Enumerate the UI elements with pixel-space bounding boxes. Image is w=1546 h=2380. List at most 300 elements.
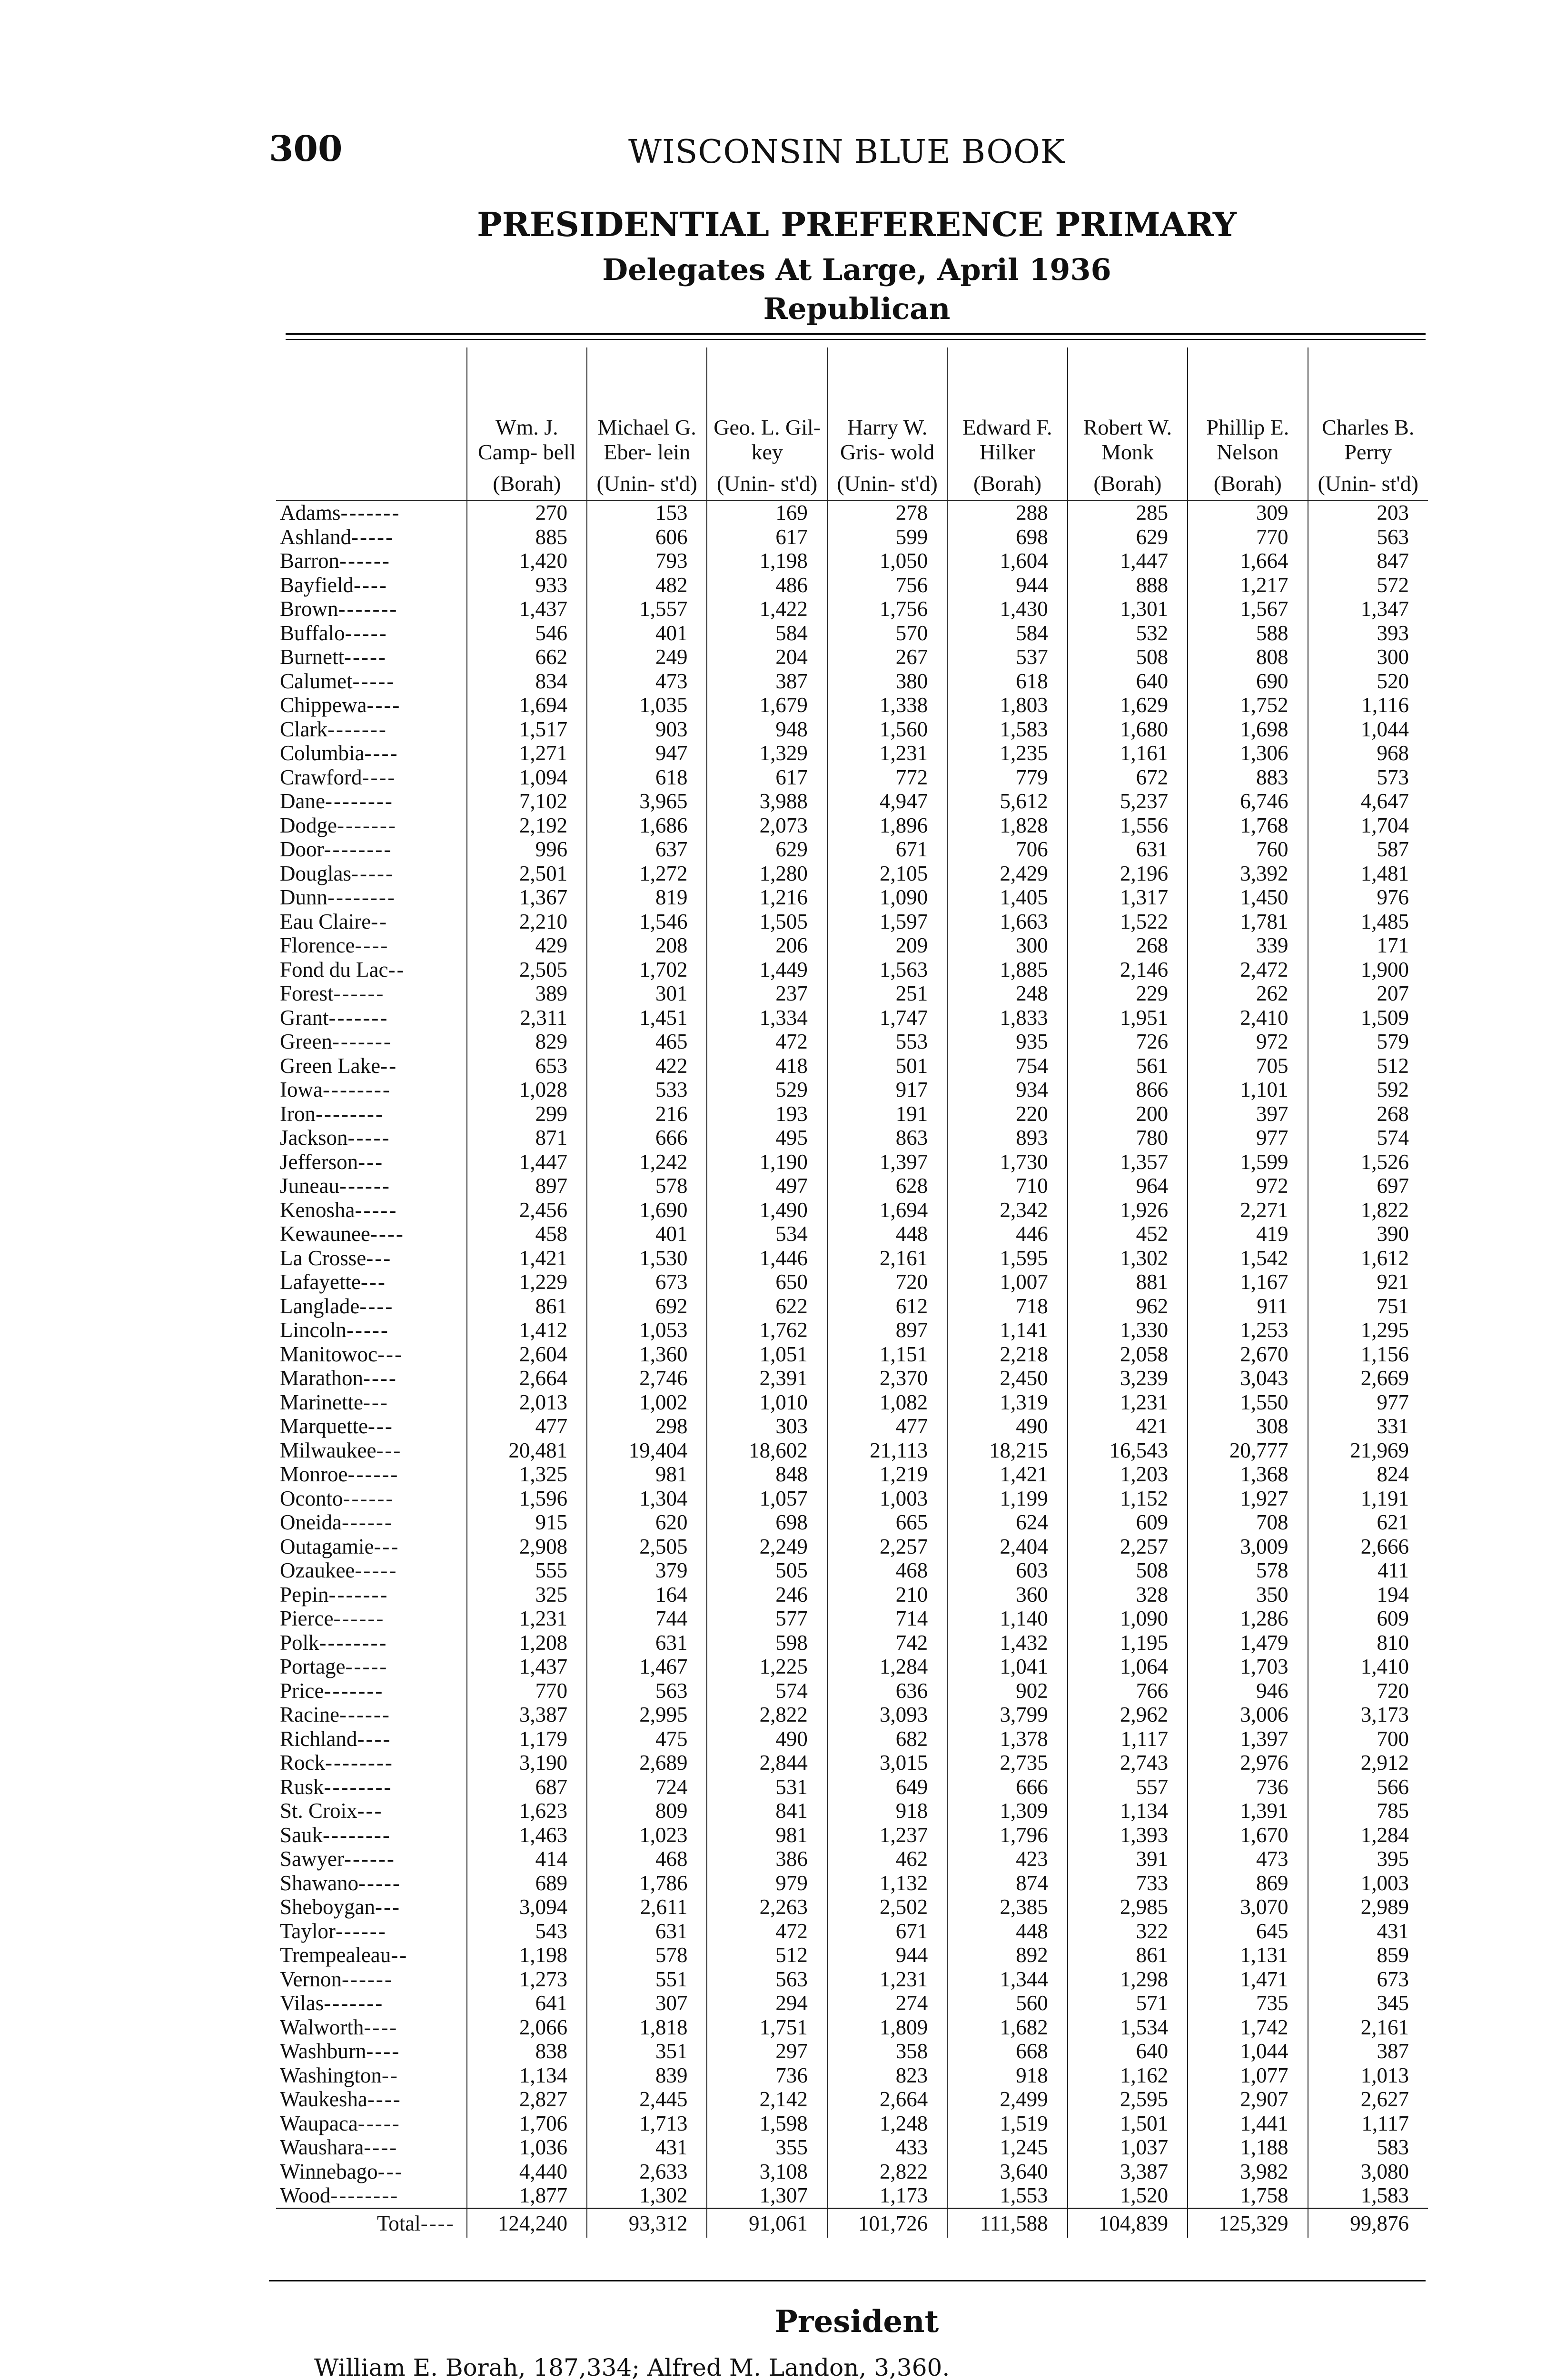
vote-cell: 1,509 (1308, 1006, 1428, 1030)
county-name (276, 1462, 467, 1487)
vote-cell: 1,599 (1188, 1150, 1308, 1174)
vote-cell: 744 (587, 1606, 707, 1631)
vote-cell: 3,239 (1068, 1366, 1188, 1390)
vote-cell: 3,190 (467, 1751, 587, 1775)
vote-cell: 465 (587, 1030, 707, 1054)
table-row (276, 2112, 1428, 2136)
vote-cell: 1,405 (947, 885, 1067, 910)
vote-cell: 861 (1068, 1943, 1188, 1967)
county-name (276, 1102, 467, 1126)
dot-leader: -------- (324, 1775, 393, 1799)
vote-cell: 448 (827, 1222, 947, 1246)
county-label: Ozaukee (280, 1558, 355, 1583)
table-row (276, 741, 1428, 765)
vote-cell: 863 (827, 1126, 947, 1150)
vote-cell: 609 (1068, 1510, 1188, 1535)
county-label: Waupaca (280, 2111, 358, 2135)
vote-cell: 1,422 (707, 597, 827, 621)
county-name (276, 693, 467, 717)
vote-cell: 2,505 (467, 958, 587, 982)
vote-cell: 1,441 (1188, 2112, 1308, 2136)
vote-cell: 1,013 (1308, 2063, 1428, 2088)
vote-cell: 897 (467, 1174, 587, 1198)
vote-cell: 736 (1188, 1775, 1308, 1799)
table-row (276, 549, 1428, 573)
vote-cell: 1,501 (1068, 2112, 1188, 2136)
vote-cell: 1,208 (467, 1631, 587, 1655)
vote-cell: 1,557 (587, 597, 707, 621)
vote-cell: 512 (707, 1943, 827, 1967)
vote-cell: 508 (1068, 1558, 1188, 1583)
vote-cell: 386 (707, 1847, 827, 1871)
dot-leader: -------- (319, 1630, 388, 1655)
total-cell: 101,726 (827, 2208, 947, 2238)
vote-cell: 760 (1188, 837, 1308, 862)
vote-cell: 358 (827, 2039, 947, 2063)
county-name (276, 1414, 467, 1438)
dot-leader: -------- (322, 1078, 391, 1102)
vote-cell: 1,670 (1188, 1823, 1308, 1847)
vote-cell: 874 (947, 1871, 1067, 1895)
vote-cell: 355 (707, 2135, 827, 2160)
vote-cell: 1,546 (587, 910, 707, 934)
vote-cell: 649 (827, 1775, 947, 1799)
county-label: Manitowoc (280, 1342, 377, 1366)
vote-cell: 490 (947, 1414, 1067, 1438)
vote-cell: 561 (1068, 1054, 1188, 1078)
vote-cell: 2,844 (707, 1751, 827, 1775)
vote-cell: 2,827 (467, 2087, 587, 2112)
vote-cell: 1,391 (1188, 1799, 1308, 1823)
dot-leader: ------- (324, 1991, 384, 2015)
vote-cell: 869 (1188, 1871, 1308, 1895)
president-results: William E. Borah, 187,334; Alfred M. Landon, 3,360. (314, 2354, 950, 2380)
vote-cell: 1,664 (1188, 549, 1308, 573)
vote-cell: 583 (1308, 2135, 1428, 2160)
vote-cell: 2,611 (587, 1895, 707, 1919)
vote-cell: 193 (707, 1102, 827, 1126)
vote-cell: 322 (1068, 1919, 1188, 1944)
vote-cell: 578 (587, 1943, 707, 1967)
vote-cell: 1,597 (827, 910, 947, 934)
table-row (276, 1967, 1428, 1992)
county-label: St. Croix (280, 1799, 357, 1823)
vote-cell: 472 (707, 1919, 827, 1944)
vote-cell: 629 (707, 837, 827, 862)
vote-cell: 2,257 (827, 1535, 947, 1559)
vote-cell: 448 (947, 1919, 1067, 1944)
candidate-affiliation: (Borah) (493, 471, 561, 496)
vote-cell: 1,329 (707, 741, 827, 765)
county-name (276, 2063, 467, 2088)
vote-cell: 935 (947, 1030, 1067, 1054)
vote-cell: 563 (1308, 525, 1428, 549)
vote-cell: 981 (707, 1823, 827, 1847)
vote-cell: 3,173 (1308, 1703, 1428, 1727)
vote-cell: 200 (1068, 1102, 1188, 1126)
county-name (276, 1943, 467, 1967)
county-label: Portage (280, 1655, 346, 1679)
county-name (276, 573, 467, 597)
vote-cell: 636 (827, 1679, 947, 1703)
vote-cell: 2,664 (827, 2087, 947, 2112)
vote-cell: 584 (707, 621, 827, 645)
vote-cell: 708 (1188, 1510, 1308, 1535)
county-name (276, 2112, 467, 2136)
vote-cell: 2,218 (947, 1342, 1067, 1367)
table-row (276, 2087, 1428, 2112)
county-label: Dodge (280, 813, 337, 837)
vote-cell: 207 (1308, 982, 1428, 1006)
vote-cell: 1,485 (1308, 910, 1428, 934)
vote-cell: 1,534 (1068, 2015, 1188, 2040)
vote-cell: 1,896 (827, 813, 947, 838)
vote-cell: 720 (1308, 1679, 1428, 1703)
vote-cell: 1,751 (707, 2015, 827, 2040)
vote-cell: 300 (947, 933, 1067, 958)
table-row (276, 1487, 1428, 1511)
dot-leader: -- (381, 2063, 399, 2087)
table-row (276, 813, 1428, 838)
vote-cell: 1,809 (827, 2015, 947, 2040)
dot-leader: ------- (327, 717, 387, 741)
vote-cell: 1,397 (827, 1150, 947, 1174)
dot-leader: -------- (324, 837, 393, 862)
vote-cell: 588 (1188, 621, 1308, 645)
vote-cell: 1,325 (467, 1462, 587, 1487)
vote-cell: 3,799 (947, 1703, 1067, 1727)
county-label: Green Lake (280, 1053, 381, 1078)
vote-cell: 563 (707, 1967, 827, 1992)
vote-cell: 981 (587, 1462, 707, 1487)
county-label: Dane (280, 789, 325, 813)
table-row (276, 1246, 1428, 1270)
vote-cell: 641 (467, 1991, 587, 2015)
county-name (276, 1342, 467, 1367)
vote-cell: 1,522 (1068, 910, 1188, 934)
county-label: Monroe (280, 1462, 348, 1487)
county-label: Adams (280, 501, 341, 525)
county-name (276, 1631, 467, 1655)
vote-cell: 785 (1308, 1799, 1428, 1823)
vote-cell: 1,556 (1068, 813, 1188, 838)
dot-leader: --- (366, 1246, 392, 1270)
vote-cell: 861 (467, 1294, 587, 1319)
vote-cell: 468 (587, 1847, 707, 1871)
county-label: Dunn (280, 885, 327, 910)
vote-cell: 964 (1068, 1174, 1188, 1198)
vote-cell: 892 (947, 1943, 1067, 1967)
vote-cell: 20,777 (1188, 1438, 1308, 1463)
vote-cell: 1,317 (1068, 885, 1188, 910)
county-label: Vilas (280, 1991, 324, 2015)
vote-cell: 1,596 (467, 1487, 587, 1511)
vote-cell: 1,219 (827, 1462, 947, 1487)
vote-cell: 452 (1068, 1222, 1188, 1246)
dot-leader: -------- (315, 1101, 384, 1126)
table-row (276, 1727, 1428, 1751)
vote-cell: 248 (947, 982, 1067, 1006)
table-row (276, 933, 1428, 958)
vote-cell: 560 (947, 1991, 1067, 2015)
county-name (276, 765, 467, 790)
table-row (276, 1535, 1428, 1559)
vote-cell: 780 (1068, 1126, 1188, 1150)
vote-cell: 1,698 (1188, 717, 1308, 742)
vote-cell: 570 (827, 621, 947, 645)
vote-cell: 566 (1308, 1775, 1428, 1799)
vote-cell: 2,501 (467, 862, 587, 886)
dot-leader: ------ (335, 1919, 387, 1943)
table-row (276, 1655, 1428, 1679)
dot-leader: ------- (337, 813, 397, 837)
vote-cell: 621 (1308, 1510, 1428, 1535)
vote-cell: 2,370 (827, 1366, 947, 1390)
table-row (276, 885, 1428, 910)
vote-cell: 1,818 (587, 2015, 707, 2040)
vote-cell: 1,173 (827, 2183, 947, 2208)
vote-cell: 1,307 (707, 2183, 827, 2208)
results-table (276, 347, 1428, 2238)
dot-leader: ---- (370, 1222, 405, 1246)
dot-leader: ------- (328, 1005, 389, 1030)
dot-leader: ----- (357, 2111, 401, 2135)
county-name (276, 789, 467, 813)
vote-cell: 710 (947, 1174, 1067, 1198)
vote-cell: 2,633 (587, 2160, 707, 2184)
vote-cell: 2,066 (467, 2015, 587, 2040)
vote-cell: 5,612 (947, 789, 1067, 813)
table-row (276, 1150, 1428, 1174)
vote-cell: 2,263 (707, 1895, 827, 1919)
vote-cell: 3,982 (1188, 2160, 1308, 2184)
vote-cell: 1,162 (1068, 2063, 1188, 2088)
vote-cell: 653 (467, 1054, 587, 1078)
vote-cell: 2,257 (1068, 1535, 1188, 1559)
dot-leader: ---- (364, 2015, 398, 2039)
vote-cell: 1,437 (467, 597, 587, 621)
vote-cell: 2,502 (827, 1895, 947, 1919)
vote-cell: 1,768 (1188, 813, 1308, 838)
county-name (276, 1510, 467, 1535)
vote-cell: 339 (1188, 933, 1308, 958)
vote-cell: 671 (827, 1919, 947, 1944)
dot-leader: ---- (363, 1366, 397, 1390)
county-name (276, 1366, 467, 1390)
vote-cell: 697 (1308, 1174, 1428, 1198)
dot-leader: ---- (353, 573, 388, 597)
total-label (276, 2208, 467, 2238)
dot-leader: -- (391, 1943, 408, 1967)
vote-cell: 2,669 (1308, 1366, 1428, 1390)
dot-leader: ---- (362, 765, 396, 789)
dot-leader: ----- (344, 645, 387, 669)
candidate-name: Robert W. Monk (1083, 415, 1172, 464)
vote-cell: 1,447 (467, 1150, 587, 1174)
vote-cell: 2,962 (1068, 1703, 1188, 1727)
vote-cell: 395 (1308, 1847, 1428, 1871)
table-row (276, 1991, 1428, 2015)
vote-cell: 698 (707, 1510, 827, 1535)
table-row (276, 1030, 1428, 1054)
table-row (276, 693, 1428, 717)
vote-cell: 665 (827, 1510, 947, 1535)
vote-cell: 2,689 (587, 1751, 707, 1775)
table-row (276, 2160, 1428, 2184)
vote-cell: 220 (947, 1102, 1067, 1126)
vote-cell: 823 (827, 2063, 947, 2088)
vote-cell: 944 (947, 573, 1067, 597)
table-row (276, 1606, 1428, 1631)
county-label: Sheboygan (280, 1895, 375, 1919)
vote-cell: 18,215 (947, 1438, 1067, 1463)
total-cell: 124,240 (467, 2208, 587, 2238)
vote-cell: 1,347 (1308, 597, 1428, 621)
vote-cell: 1,028 (467, 1078, 587, 1102)
vote-cell: 2,249 (707, 1535, 827, 1559)
vote-cell: 1,612 (1308, 1246, 1428, 1270)
vote-cell: 1,338 (827, 693, 947, 717)
vote-cell: 1,140 (947, 1606, 1067, 1631)
vote-cell: 1,304 (587, 1487, 707, 1511)
vote-cell: 903 (587, 717, 707, 742)
vote-cell: 692 (587, 1294, 707, 1319)
dot-leader: ------ (344, 1847, 396, 1871)
county-label: Racine (280, 1703, 339, 1727)
vote-cell: 1,450 (1188, 885, 1308, 910)
vote-cell: 618 (947, 669, 1067, 694)
county-name (276, 837, 467, 862)
vote-cell: 624 (947, 1510, 1067, 1535)
vote-cell: 1,161 (1068, 741, 1188, 765)
vote-cell: 1,446 (707, 1246, 827, 1270)
vote-cell: 609 (1308, 1606, 1428, 1631)
county-label: Oneida (280, 1510, 342, 1535)
dot-leader: ------- (328, 1582, 389, 1606)
county-name (276, 1174, 467, 1198)
county-label: Sawyer (280, 1847, 344, 1871)
vote-cell: 2,666 (1308, 1535, 1428, 1559)
vote-cell: 673 (587, 1270, 707, 1294)
vote-cell: 1,595 (947, 1246, 1067, 1270)
vote-cell: 690 (1188, 669, 1308, 694)
vote-cell: 918 (827, 1799, 947, 1823)
table-row (276, 1703, 1428, 1727)
dot-leader: ---- (359, 1294, 394, 1318)
vote-cell: 944 (827, 1943, 947, 1967)
vote-cell: 735 (1188, 1991, 1308, 2015)
table-row (276, 1006, 1428, 1030)
vote-cell: 682 (827, 1727, 947, 1751)
vote-cell: 4,647 (1308, 789, 1428, 813)
table-row (276, 1823, 1428, 1847)
vote-cell: 387 (1308, 2039, 1428, 2063)
vote-cell: 328 (1068, 1583, 1188, 1607)
table-row (276, 2015, 1428, 2040)
vote-cell: 251 (827, 982, 947, 1006)
dot-leader: ------- (340, 501, 401, 525)
vote-cell: 888 (1068, 573, 1188, 597)
vote-cell: 1,057 (707, 1487, 827, 1511)
vote-cell: 1,471 (1188, 1967, 1308, 1992)
county-label: Door (280, 837, 324, 862)
county-label: Outagamie (280, 1534, 374, 1558)
total-cell: 93,312 (587, 2208, 707, 2238)
vote-cell: 3,080 (1308, 2160, 1428, 2184)
vote-cell: 391 (1068, 1847, 1188, 1871)
vote-cell: 2,385 (947, 1895, 1067, 1919)
vote-cell: 977 (1308, 1390, 1428, 1415)
table-row (276, 1054, 1428, 1078)
vote-cell: 1,360 (587, 1342, 707, 1367)
county-name (276, 1030, 467, 1054)
table-row (276, 669, 1428, 694)
vote-cell: 573 (1308, 765, 1428, 790)
vote-cell: 1,271 (467, 741, 587, 765)
total-cell: 91,061 (707, 2208, 827, 2238)
county-label: Douglas (280, 861, 351, 885)
vote-cell: 637 (587, 837, 707, 862)
vote-cell: 612 (827, 1294, 947, 1319)
vote-cell: 1,762 (707, 1318, 827, 1342)
vote-cell: 1,690 (587, 1198, 707, 1222)
vote-cell: 629 (1068, 525, 1188, 549)
candidate-name: Michael G. Eber- lein (597, 415, 696, 464)
vote-cell: 3,070 (1188, 1895, 1308, 1919)
vote-cell: 934 (947, 1078, 1067, 1102)
vote-cell: 1,156 (1308, 1342, 1428, 1367)
county-name (276, 1967, 467, 1992)
vote-cell: 1,179 (467, 1727, 587, 1751)
county-label: Langlade (280, 1294, 360, 1318)
county-name (276, 1318, 467, 1342)
county-name (276, 1775, 467, 1799)
vote-cell: 1,319 (947, 1390, 1067, 1415)
vote-cell: 1,036 (467, 2135, 587, 2160)
vote-cell: 237 (707, 982, 827, 1006)
vote-cell: 838 (467, 2039, 587, 2063)
vote-cell: 1,231 (467, 1606, 587, 1631)
vote-cell: 1,023 (587, 1823, 707, 1847)
vote-cell: 1,198 (707, 549, 827, 573)
table-row (276, 837, 1428, 862)
candidate-name: Harry W. Gris- wold (840, 415, 935, 464)
vote-cell: 508 (1068, 645, 1188, 669)
vote-cell: 976 (1308, 885, 1428, 910)
vote-cell: 1,117 (1308, 2112, 1428, 2136)
dot-leader: ----- (352, 669, 396, 693)
vote-cell: 5,237 (1068, 789, 1188, 813)
vote-cell: 2,450 (947, 1366, 1067, 1390)
vote-cell: 297 (707, 2039, 827, 2063)
vote-cell: 1,167 (1188, 1270, 1308, 1294)
county-name (276, 1270, 467, 1294)
vote-cell: 3,093 (827, 1703, 947, 1727)
candidate-column-header (707, 347, 827, 500)
vote-cell: 390 (1308, 1222, 1428, 1246)
vote-cell: 477 (827, 1414, 947, 1438)
vote-cell: 598 (707, 1631, 827, 1655)
county-name (276, 597, 467, 621)
table-row (276, 1294, 1428, 1319)
vote-cell: 1,131 (1188, 1943, 1308, 1967)
county-column-header (276, 347, 467, 500)
vote-cell: 766 (1068, 1679, 1188, 1703)
vote-cell: 1,550 (1188, 1390, 1308, 1415)
vote-cell: 606 (587, 525, 707, 549)
table-row (276, 2135, 1428, 2160)
table-row (276, 2183, 1428, 2208)
